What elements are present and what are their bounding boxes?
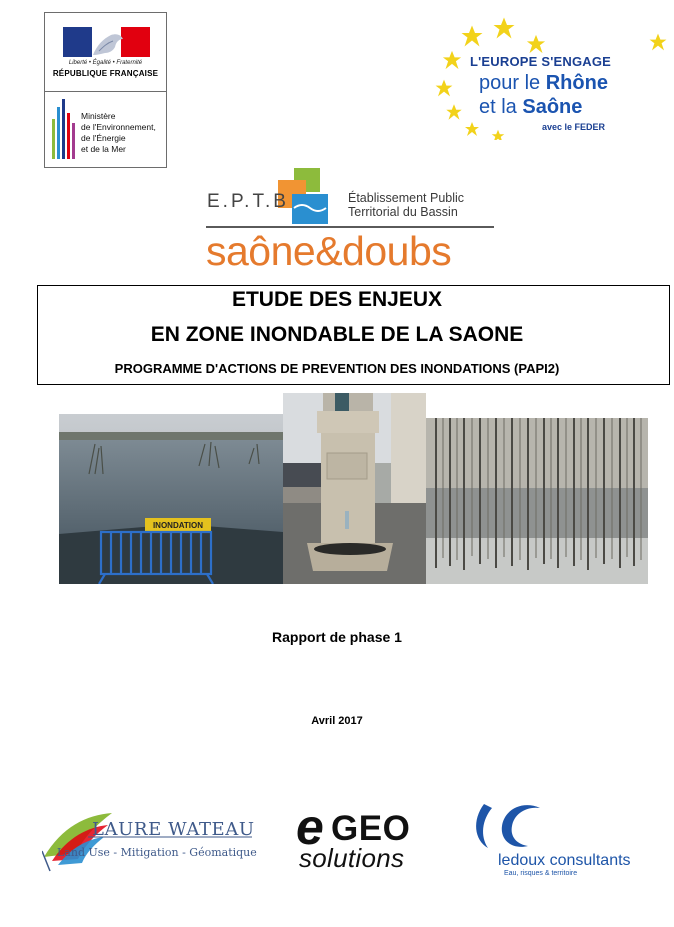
laure-wateau-logo-icon: [42, 807, 268, 875]
ministry-line: de l'Énergie: [81, 133, 126, 143]
ledoux-name: ledoux consultants: [498, 852, 631, 869]
republic-name: RÉPUBLIQUE FRANÇAISE: [52, 69, 159, 78]
eptb-letters: E.P.T.B: [207, 191, 289, 212]
flood-barrier-photo: [59, 414, 283, 584]
ministry-line: Ministère: [81, 111, 116, 121]
eu-feder: avec le FEDER: [542, 122, 606, 132]
ministry-line: et de la Mer: [81, 144, 126, 154]
ledoux-tagline: Eau, risques & territoire: [504, 870, 578, 877]
eu-rhone: Rhône: [545, 72, 608, 94]
republique-francaise-logo: [44, 12, 167, 168]
flood-sign-text: INONDATION: [152, 521, 204, 530]
eptb-brand: saône&doubs: [206, 228, 452, 274]
flooded-forest-photo: [426, 418, 648, 584]
republic-motto: Liberté • Égalité • Fraternité: [68, 60, 143, 66]
egeo-logo-solutions: solutions: [299, 843, 405, 873]
eu-line-saone: [479, 96, 582, 119]
eu-line-rhone: [479, 72, 608, 95]
fountain-photo: [283, 393, 426, 584]
report-phase: Rapport de phase 1: [272, 629, 402, 645]
eptb-name-line: Établissement Public: [348, 191, 465, 205]
marianne-flag-icon: [63, 27, 150, 57]
ministry-bars-icon: [51, 99, 77, 161]
ministry-name: [81, 111, 169, 155]
logo-divider: [45, 91, 166, 92]
ledoux-mark-icon: [470, 800, 560, 852]
eu-text: pour le: [479, 72, 546, 94]
document-subtitle: PROGRAMME D'ACTIONS DE PREVENTION DES INONDATIONS (PAPI2): [114, 361, 560, 376]
eu-slogan: L'EUROPE S'ENGAGE: [470, 54, 612, 69]
egeo-logo-geo: GEO: [331, 809, 411, 848]
document-title-line-1: ETUDE DES ENJEUX: [231, 288, 443, 311]
ministry-line: de l'Environnement,: [81, 122, 156, 132]
document-title-line-2: EN ZONE INONDABLE DE LA SAONE: [150, 323, 524, 346]
eu-text: et la: [479, 96, 523, 118]
report-date: Avril 2017: [311, 715, 363, 727]
laure-wateau-name: LAURE WATEAU: [92, 819, 255, 840]
eu-saone: Saône: [522, 96, 583, 118]
eptb-name: [348, 191, 498, 219]
eptb-name-line: Territorial du Bassin: [348, 205, 458, 219]
laure-wateau-tagline: Land Use - Mitigation - Géomatique: [57, 846, 257, 859]
egeo-logo-e: e: [296, 799, 324, 855]
